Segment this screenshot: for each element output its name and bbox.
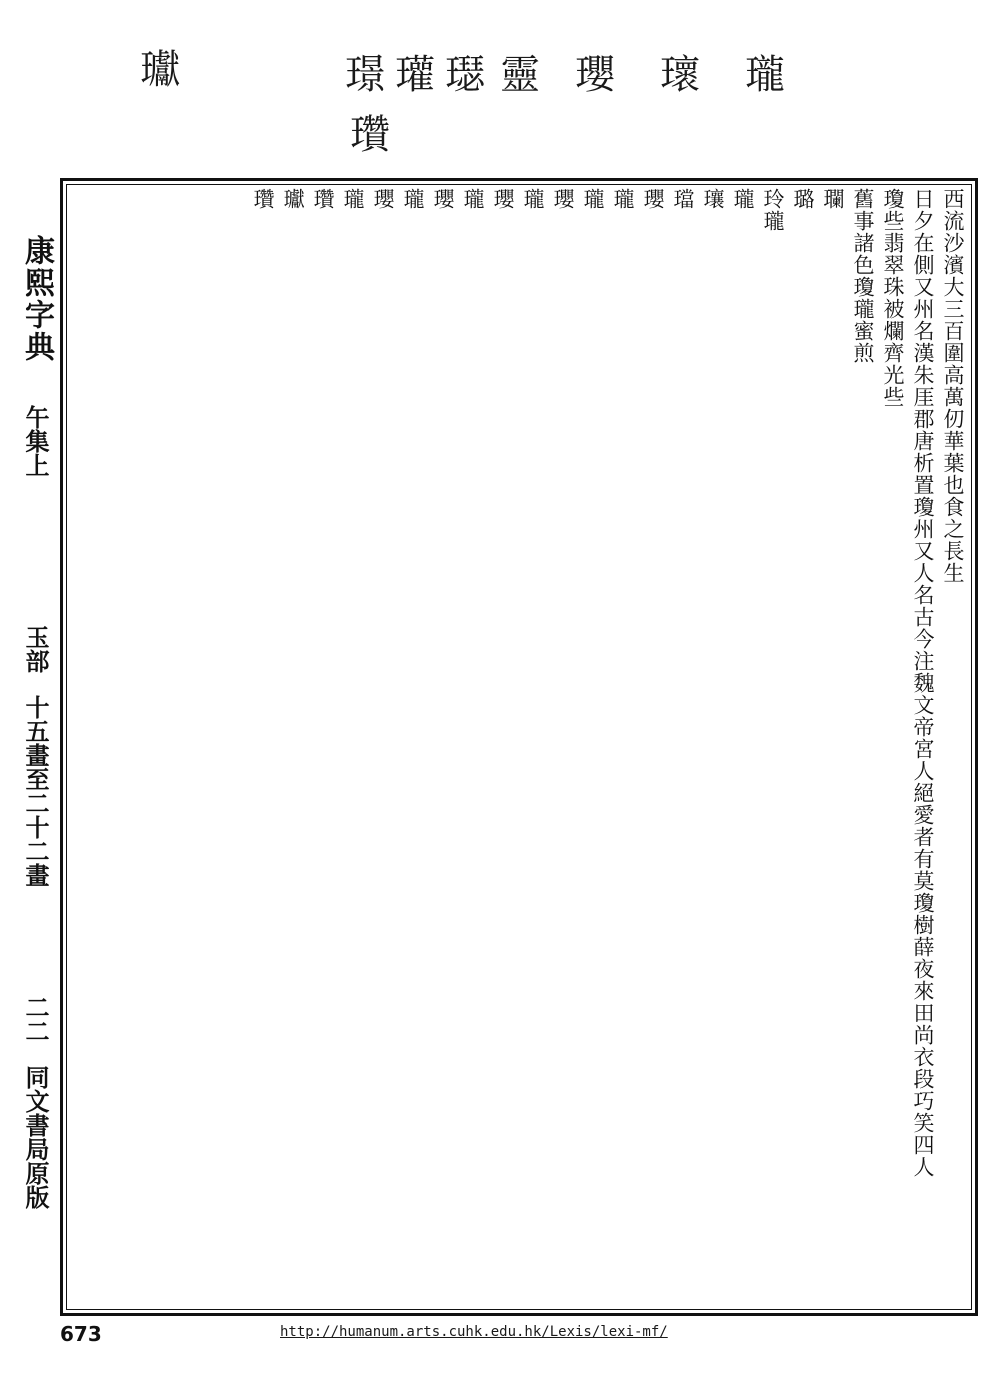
page-margin <box>8 235 58 1325</box>
radical-label: 玉部 <box>21 625 50 673</box>
page-index: 二二 <box>21 995 50 1043</box>
page-number: 673 <box>60 1322 102 1346</box>
source-link[interactable]: http://humanum.arts.cuhk.edu.hk/Lexis/lexi-mf/ <box>280 1324 668 1340</box>
text-column: 瓏 <box>731 188 755 210</box>
text-column: 西流沙濱大三百圍高萬仞華葉也食之長生 <box>941 188 965 584</box>
seal-glyph-right-2: 瓌 <box>660 52 700 98</box>
strokes-label: 十五畫至二十二畫 <box>21 695 50 887</box>
seal-glyph-middle-4: 靈 <box>500 52 540 98</box>
text-column: 瓛 <box>281 188 305 210</box>
text-column: 瓓 <box>821 188 845 210</box>
text-column: 舊事諸色瓊瓏蜜煎 <box>851 188 875 364</box>
text-column: 瓚 <box>251 188 275 210</box>
text-column: 瓏 <box>341 188 365 210</box>
text-column: 玲瓏 <box>761 188 785 232</box>
text-column: 瓔 <box>371 188 395 210</box>
text-column: 瓔 <box>551 188 575 210</box>
text-columns <box>70 188 968 1306</box>
seal-glyph-middle-sub: 瓚 <box>350 112 390 158</box>
text-column: 瓏 <box>611 188 635 210</box>
text-column: 瓚 <box>311 188 335 210</box>
text-column: 瓖 <box>701 188 725 210</box>
text-column: 瓏 <box>521 188 545 210</box>
seal-glyph-middle-1: 璟 <box>345 52 385 98</box>
text-column: 瓏 <box>581 188 605 210</box>
text-column: 瓔 <box>641 188 665 210</box>
seal-glyph-left: 瓛 <box>140 47 180 93</box>
text-column: 瓏 <box>461 188 485 210</box>
seal-glyph-right-1: 瓔 <box>575 52 615 98</box>
seal-glyph-middle-3: 璱 <box>445 52 485 98</box>
text-column: 璫 <box>671 188 695 210</box>
seal-glyph-right-3: 瓏 <box>745 52 785 98</box>
text-column: 日夕在側又州名漢朱厓郡唐析置瓊州又人名古今注魏文帝宮人絕愛者有莫瓊樹薛夜來田尚衣段巧笑四人 <box>911 188 935 1178</box>
text-column: 瓔 <box>491 188 515 210</box>
publisher-label: 同文書局原版 <box>21 1065 50 1209</box>
text-column: 瓏 <box>401 188 425 210</box>
text-column: 璐 <box>791 188 815 210</box>
volume-label: 午集上 <box>21 405 50 477</box>
text-column: 瓔 <box>431 188 455 210</box>
seal-glyph-middle-2: 瓘 <box>395 52 435 98</box>
book-title: 康熙字典 <box>19 235 54 363</box>
text-column: 瓊些翡翠珠被爛齊光些 <box>881 188 905 408</box>
